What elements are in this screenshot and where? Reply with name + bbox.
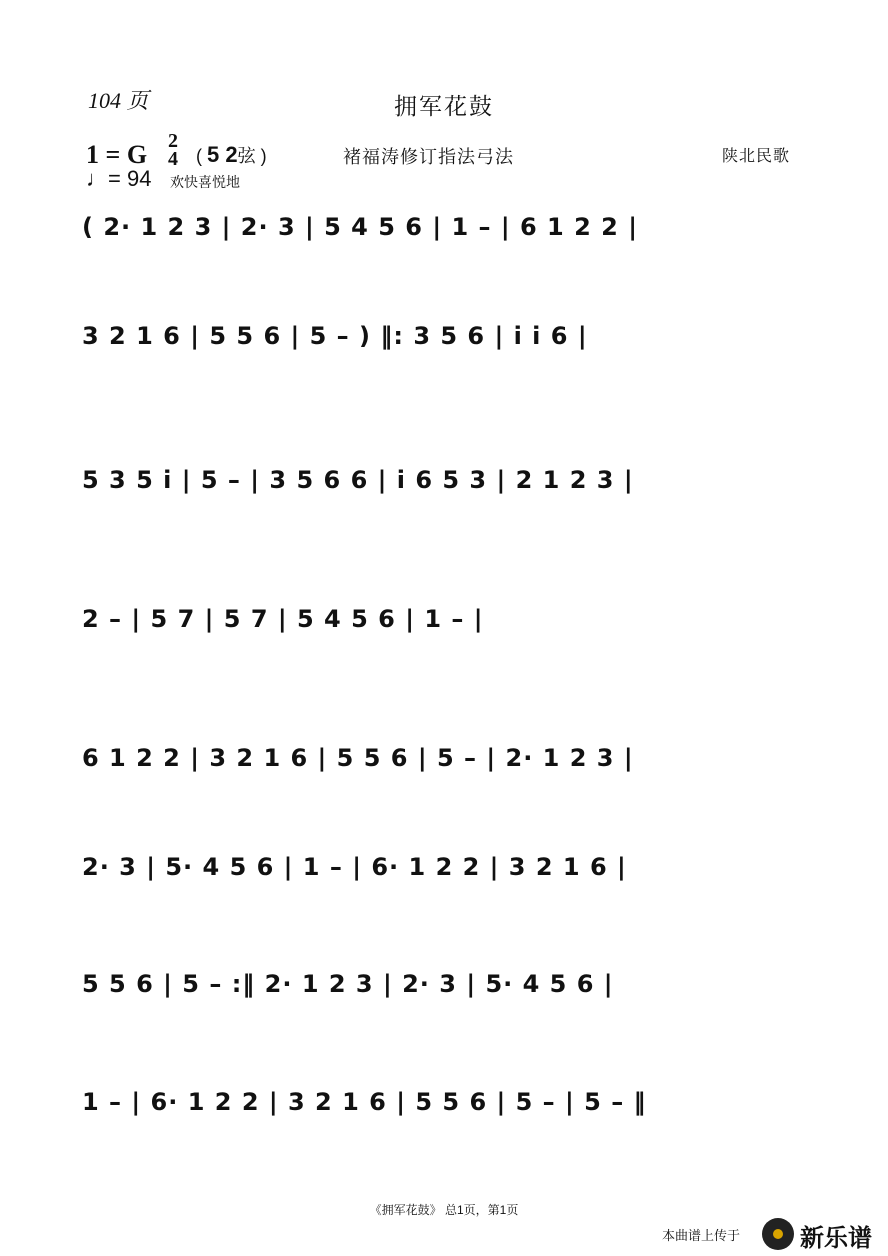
row-notes: ( 2· 1 2 3 | 2· 3 | 5 4 5 6 | 1 – | 6 1 2 2 | (82, 213, 638, 241)
tempo-expression: 欢快喜悦地 (170, 174, 240, 190)
score-row-8 (82, 1088, 812, 1116)
tempo-value: = 94 (108, 166, 152, 191)
row-notes: 5 5 6 | 5 – :‖ 2· 1 2 3 | 2· 3 | 5· 4 5 6 | (82, 970, 614, 998)
score-row-7 (82, 970, 812, 998)
upload-note: 本曲谱上传于 (662, 1228, 741, 1243)
string-tuning: ( 5 2弦 ) (196, 142, 267, 167)
time-signature (168, 132, 178, 168)
row-notes: 6 1 2 2 | 3 2 1 6 | 5 5 6 | 5 – | 2· 1 2 3 | (82, 744, 634, 772)
score-row-6 (82, 853, 812, 881)
site-brand[interactable]: 新乐谱 (800, 1225, 872, 1252)
score-title: 拥军花鼓 (394, 94, 494, 120)
score-row-1 (82, 213, 812, 241)
key-signature: 1 = G (86, 140, 148, 169)
time-denominator: 4 (168, 148, 178, 170)
score-row-2 (82, 322, 812, 350)
row-notes: 5 3 5 i | 5 – | 3 5 6 6 | i 6 5 3 | 2 1 2 3 | (82, 466, 634, 494)
score-row-4 (82, 605, 812, 633)
page-number: 104 页 (88, 88, 149, 113)
page-footer: 《拥军花鼓》 总1页，第1页 (369, 1203, 519, 1217)
score-row-5 (82, 744, 812, 772)
time-numerator: 2 (168, 130, 178, 152)
row-notes: 2 – | 5 7 | 5 7 | 5 4 5 6 | 1 – | (82, 605, 484, 633)
tuning-word: 弦 (237, 146, 256, 166)
tuning-notes: 5 2 (207, 142, 238, 167)
row-notes: 3 2 1 6 | 5 5 6 | 5 – ) ‖: 3 5 6 | i i 6 | (82, 322, 588, 350)
reviser-credit: 褚福涛修订指法弓法 (343, 147, 514, 168)
row-notes: 2· 3 | 5· 4 5 6 | 1 – | 6· 1 2 2 | 3 2 1 6 | (82, 853, 627, 881)
score-row-3 (82, 466, 812, 494)
row-notes: 1 – | 6· 1 2 2 | 3 2 1 6 | 5 5 6 | 5 – | 5 – ‖ (82, 1088, 647, 1116)
record-logo-icon (762, 1218, 794, 1250)
origin-credit: 陕北民歌 (722, 146, 791, 165)
tempo-marking: ♩= 94 (86, 166, 152, 191)
